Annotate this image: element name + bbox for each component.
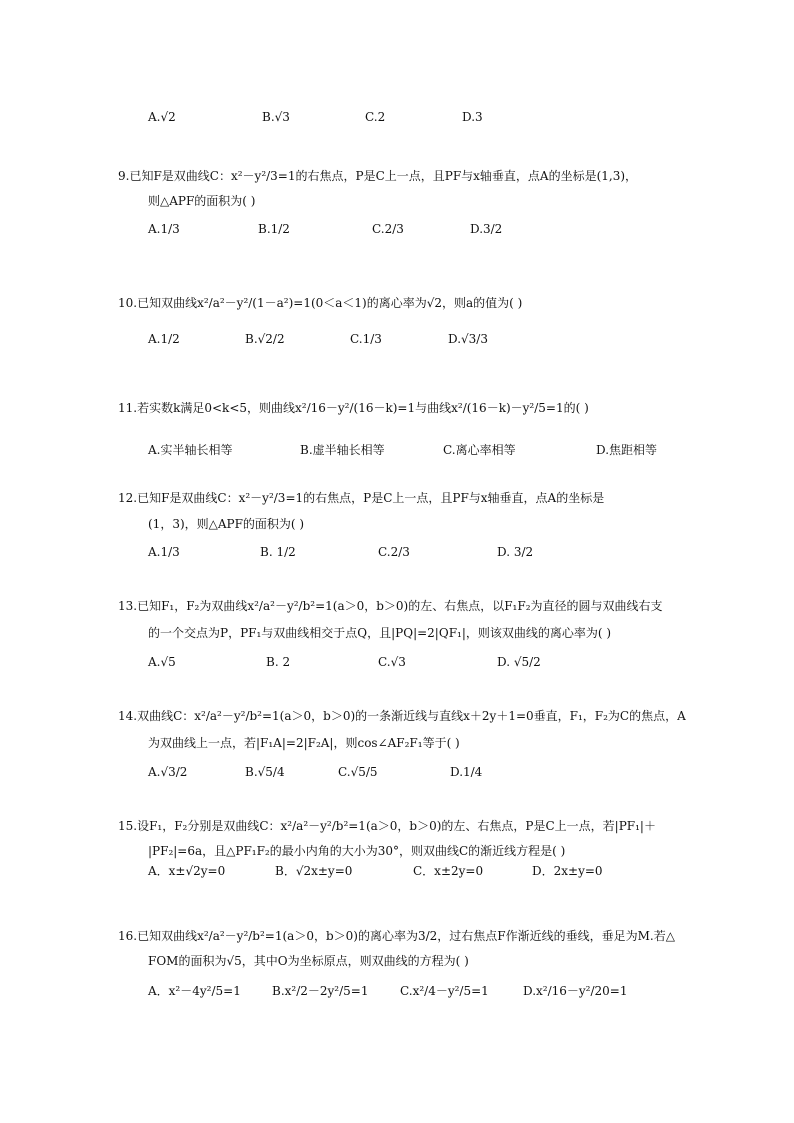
question-12-stem-line1: 12.已知F是双曲线C：x²－y²/3=1的右焦点，P是C上一点，且PF与x轴垂直，点A的坐标是	[118, 491, 605, 505]
question-10-stem-line1: 10.已知双曲线x²/a²－y²/(1－a²)=1(0＜a＜1)的离心率为√2，则a的值为( )	[118, 296, 523, 310]
question-15-stem-line2: |PF₂|=6a，且△PF₁F₂的最小内角的大小为30°，则双曲线C的渐近线方程是( )	[148, 844, 566, 858]
option-c: C.2/3	[372, 222, 404, 236]
option-b: B.√3	[262, 110, 290, 124]
question-9-stem-line1: 9.已知F是双曲线C：x²－y²/3=1的右焦点，P是C上一点，且PF与x轴垂直，点A的坐标是(1,3)，	[118, 169, 638, 183]
question-11-stem-line1: 11.若实数k满足0<k<5，则曲线x²/16－y²/(16－k)=1与曲线x²/(16－k)－y²/5=1的( )	[118, 401, 589, 415]
option-c: C.1/3	[350, 332, 382, 346]
option-b: B. 1/2	[260, 545, 296, 559]
option-c: C．x±2y=0	[413, 864, 484, 878]
question-16-stem-line2: FOM的面积为√5，其中O为坐标原点，则双曲线的方程为( )	[148, 954, 469, 968]
option-b: B．√2x±y=0	[275, 864, 353, 878]
question-13-stem-line1: 13.已知F₁，F₂为双曲线x²/a²－y²/b²=1(a＞0，b＞0)的左、右焦点，以F₁F₂为直径的圆与双曲线右支	[118, 599, 663, 613]
option-d: D. √5/2	[497, 655, 541, 669]
option-b: B.√5/4	[245, 765, 285, 779]
option-a: A.1/3	[148, 222, 180, 236]
option-a: A．x²－4y²/5=1	[148, 984, 241, 998]
question-16-stem-line1: 16.已知双曲线x²/a²－y²/b²=1(a＞0，b＞0)的离心率为3/2，过右焦点F作渐近线的垂线，垂足为M.若△	[118, 929, 675, 943]
option-b: B.√2/2	[245, 332, 285, 346]
option-b: B.x²/2－2y²/5=1	[272, 984, 369, 998]
option-a: A.1/3	[148, 545, 180, 559]
option-a: A.√3/2	[148, 765, 188, 779]
option-d: D．2x±y=0	[532, 864, 603, 878]
option-c: C.离心率相等	[443, 443, 516, 457]
question-14-stem-line2: 为双曲线上一点，若|F₁A|=2|F₂A|，则cos∠AF₂F₁等于( )	[148, 736, 460, 750]
option-a: A.实半轴长相等	[148, 443, 233, 457]
option-d: D.焦距相等	[596, 443, 658, 457]
option-a: A.1/2	[148, 332, 180, 346]
option-b: B. 2	[266, 655, 291, 669]
option-d: D.1/4	[450, 765, 483, 779]
option-b: B.1/2	[258, 222, 290, 236]
option-a: A.√5	[148, 655, 176, 669]
option-c: C.√5/5	[338, 765, 378, 779]
option-d: D.x²/16－y²/20=1	[523, 984, 628, 998]
question-9-stem-line2: 则△APF的面积为( )	[148, 194, 256, 208]
option-b: B.虚半轴长相等	[300, 443, 385, 457]
option-d: D.3/2	[470, 222, 503, 236]
option-c: C.√3	[378, 655, 406, 669]
question-15-stem-line1: 15.设F₁，F₂分别是双曲线C：x²/a²－y²/b²=1(a＞0，b＞0)的左、右焦点，P是C上一点，若|PF₁|＋	[118, 819, 656, 833]
question-12-stem-line2: (1，3)，则△APF的面积为( )	[148, 517, 305, 531]
option-c: C.2/3	[378, 545, 410, 559]
question-14-stem-line1: 14.双曲线C：x²/a²－y²/b²=1(a＞0，b＞0)的一条渐近线与直线x＋2y＋1=0垂直，F₁，F₂为C的焦点，A	[118, 709, 686, 723]
option-d: D.3	[462, 110, 483, 124]
option-d: D. 3/2	[497, 545, 534, 559]
option-d: D.√3/3	[448, 332, 488, 346]
option-c: C.2	[365, 110, 386, 124]
question-13-stem-line2: 的一个交点为P，PF₁与双曲线相交于点Q，且|PQ|=2|QF₁|，则该双曲线的离心率为( )	[148, 626, 612, 640]
option-a: A.√2	[148, 110, 176, 124]
option-a: A．x±√2y=0	[148, 864, 226, 878]
option-c: C.x²/4－y²/5=1	[400, 984, 489, 998]
